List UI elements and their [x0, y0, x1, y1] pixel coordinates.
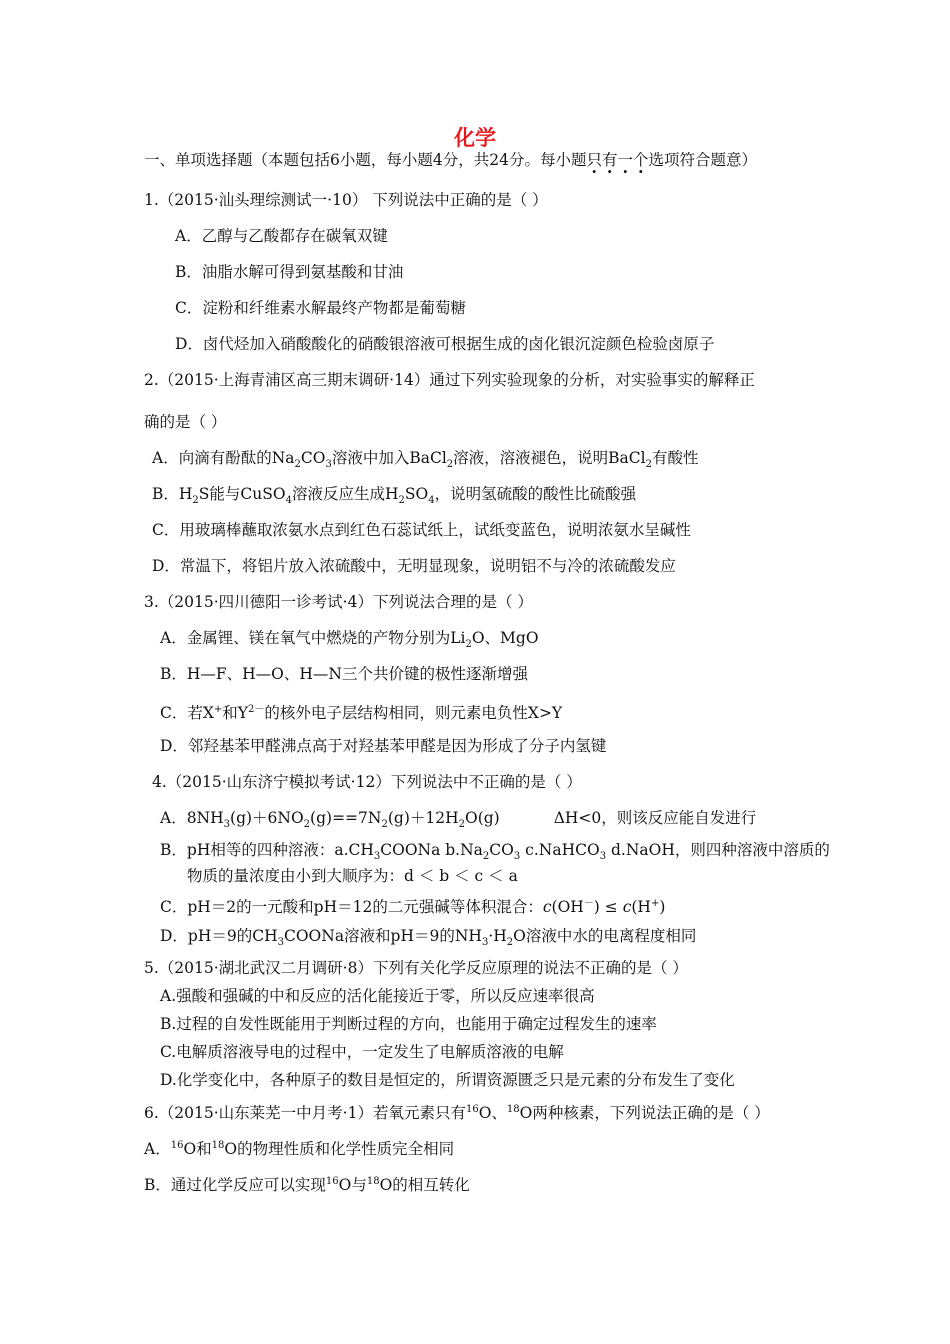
- question-5-option-c: C.电解质溶液导电的过程中，一定发生了电解质溶液的电解: [160, 1043, 564, 1061]
- question-5-stem: 5.（2015·湖北武汉二月调研·8）下列有关化学反应原理的说法不正确的是（ ）: [144, 959, 688, 977]
- question-3-option-c: C．若X+和$Y^{2-}$的核外电子层结构相同，则元素电负性X>Y: [160, 704, 563, 723]
- question-1-option-d: D．卤代烃加入硝酸酸化的硝酸银溶液可根据生成的卤化银沉淀颜色检验卤原子: [175, 335, 715, 353]
- question-4-option-d: D．pH＝9的$CH_3COONa$溶液和pH＝9的$NH_3\cdot H_2O$溶液中水的电离程度相同: [160, 927, 697, 949]
- section-heading: 一、单项选择题（本题包括6小题，每小题4分，共24分。每小题只有一个选项符合题意）: [144, 151, 758, 169]
- question-5-option-a: A.强酸和强碱的中和反应的活化能接近于零，所以反应速率很高: [160, 987, 595, 1005]
- question-2-option-d: D．常温下，将铝片放入浓硫酸中，无明显现象，说明铝不与冷的浓硫酸发应: [152, 557, 676, 575]
- question-2-option-b: B．$H_2S$能与CuSO$_4$溶液反应生成$H_2SO_4$，说明氢硫酸的酸性比硫酸强: [152, 485, 637, 507]
- question-3-option-b: B．H—F、H—O、H—N三个共价键的极性逐渐增强: [160, 665, 528, 683]
- question-4-option-a: A．$8NH_3(g)+6NO_2(g)==7N_2(g)+12H_2O(g)$ ΔH<0，则该反应能自发进行: [160, 809, 757, 831]
- question-6-stem: 6.（2015·山东莱芜一中月考·1）若氧元素只有$^{16}$O、$^{18}$O两种核素，下列说法正确的是（ ）: [144, 1104, 770, 1123]
- question-2-option-a: A．向滴有酚酞的$Na_2CO_3$溶液中加入BaCl$_2$溶液，溶液褪色，说明BaCl$_2$有酸性: [152, 449, 699, 471]
- question-4-option-b-cont: 物质的量浓度由小到大顺序为：d ＜ b ＜ c ＜ a: [187, 867, 518, 885]
- question-3-stem: 3.（2015·四川德阳一诊考试·4）下列说法合理的是（ ）: [144, 593, 533, 611]
- question-4-option-b: B．pH相等的四种溶液：$a.CH_3COONa$ $b.Na_2CO_3$ c.NaHCO$_3$ d.NaOH，则四种溶液中溶质的: [160, 841, 830, 863]
- question-2-stem-line2: 确的是（ ）: [144, 413, 227, 431]
- question-2-option-c: C．用玻璃棒蘸取浓氨水点到红色石蕊试纸上，试纸变蓝色，说明浓氨水呈碱性: [152, 521, 691, 539]
- question-1-option-c: C．淀粉和纤维素水解最终产物都是葡萄糖: [175, 299, 466, 317]
- question-5-option-b: B.过程的自发性既能用于判断过程的方向，也能用于确定过程发生的速率: [160, 1015, 657, 1033]
- page-title: 化学: [454, 126, 496, 150]
- question-2-stem-line1: 2.（2015·上海青浦区高三期末调研·14）通过下列实验现象的分析，对实验事实的解释正: [144, 371, 755, 389]
- question-1-option-a: A．乙醇与乙酸都存在碳氧双键: [175, 227, 388, 245]
- question-6-option-b: B．通过化学反应可以实现$^{16}$O与$^{18}$O的相互转化: [144, 1176, 470, 1195]
- question-6-option-a: A．$^{16}$O和$^{18}$O的物理性质和化学性质完全相同: [144, 1140, 455, 1159]
- question-1-option-b: B．油脂水解可得到氨基酸和甘油: [175, 263, 404, 281]
- question-4-stem: 4.（2015·山东济宁模拟考试·12）下列说法中不正确的是（ ）: [152, 773, 582, 791]
- question-1-stem: 1.（2015·汕头理综测试一·10） 下列说法中正确的是（ ）: [144, 191, 548, 209]
- question-3-option-d: D．邻羟基苯甲醛沸点高于对羟基苯甲醛是因为形成了分子内氢键: [160, 737, 607, 755]
- question-3-option-a: A．金属锂、镁在氧气中燃烧的产物分别为$Li_2O$、MgO: [160, 629, 539, 651]
- question-4-option-c: C．pH＝2的一元酸和pH＝12的二元强碱等体积混合：c(OH－) ≤ c(H+): [160, 898, 666, 917]
- question-5-option-d: D.化学变化中，各种原子的数目是恒定的，所谓资源匮乏只是元素的分布发生了变化: [160, 1071, 735, 1089]
- emphasis-text: 只: [586, 151, 602, 169]
